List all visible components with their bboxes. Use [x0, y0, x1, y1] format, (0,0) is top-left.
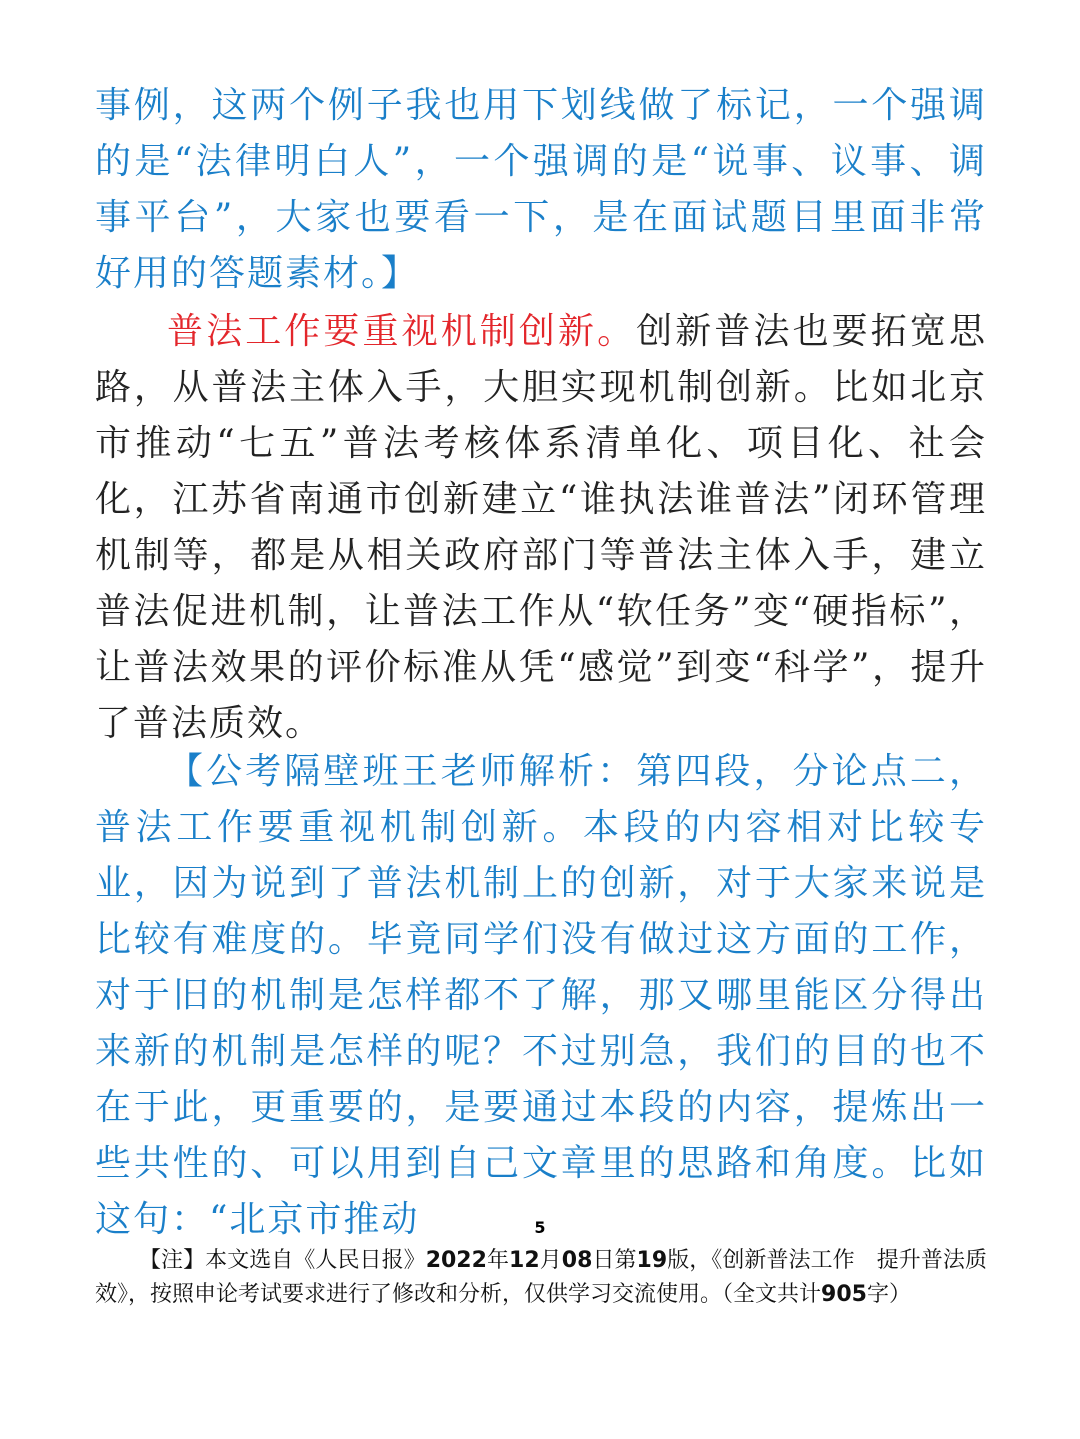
page-number: 5 [534, 1218, 546, 1237]
footnote-year-unit: 年 [486, 1248, 510, 1273]
teacher-analysis-continued [95, 78, 987, 302]
footnote-year: 2022 [425, 1248, 487, 1273]
footnote-prefix: 【注】本文选自《人民日报》 [139, 1248, 426, 1273]
footnote-count: 905 [821, 1282, 867, 1307]
teacher-analysis [95, 744, 987, 1248]
article-paragraph-body: 创新普法也要拓宽思路，从普法主体入手，大胆实现机制创新。比如北京市推动“七五”普法考核体系清单化、项目化、社会化，江苏省南通市创新建立“谁执法谁普法”闭环管理机制等，都是从相关政府部门等普法主体入手，建立普法促进机制，让普法工作从“软任务”变“硬指标”，让普法效果的评价标准从凭“感觉”到变“科学”，提升了普法质效。 [95, 311, 987, 744]
paragraph-3-text: 【公考隔壁班王老师解析：第四段，分论点二，普法工作要重视机制创新。本段的内容相对比较专业，因为说到了普法机制上的创新，对于大家来说是比较有难度的。毕竟同学们没有做过这方面的工作，对于旧的机制是怎样都不了解，那又哪里能区分得出来新的机制是怎样的呢？不过别急，我们的目的也不在于此，更重要的，是要通过本段的内容，提炼出一些共性的、可以用到自己文章里的思路和角度。比如这句：“北京市推动 [95, 751, 987, 1240]
footnote-month-unit: 月 [539, 1248, 562, 1273]
footnote-rest: 版，《创新普法工作 提升普法质效》，按照申论考试要求进行了修改和分析，仅供学习交流使用。（全文共计 [95, 1248, 987, 1307]
footnote [95, 1244, 987, 1312]
article-paragraph [95, 304, 987, 752]
footnote-day: 08 [561, 1248, 593, 1273]
footnote-month: 12 [509, 1248, 540, 1273]
paragraph-1-text: 事例，这两个例子我也用下划线做了标记，一个强调的是“法律明白人”，一个强调的是“说事、议事、调事平台”，大家也要看一下，是在面试题目里面非常好用的答题素材。】 [95, 85, 987, 294]
section-heading: 普法工作要重视机制创新。 [167, 311, 637, 352]
footnote-edition: 19 [636, 1248, 668, 1273]
footnote-day-unit: 日第 [592, 1248, 637, 1273]
footnote-suffix: 字） [866, 1282, 911, 1307]
